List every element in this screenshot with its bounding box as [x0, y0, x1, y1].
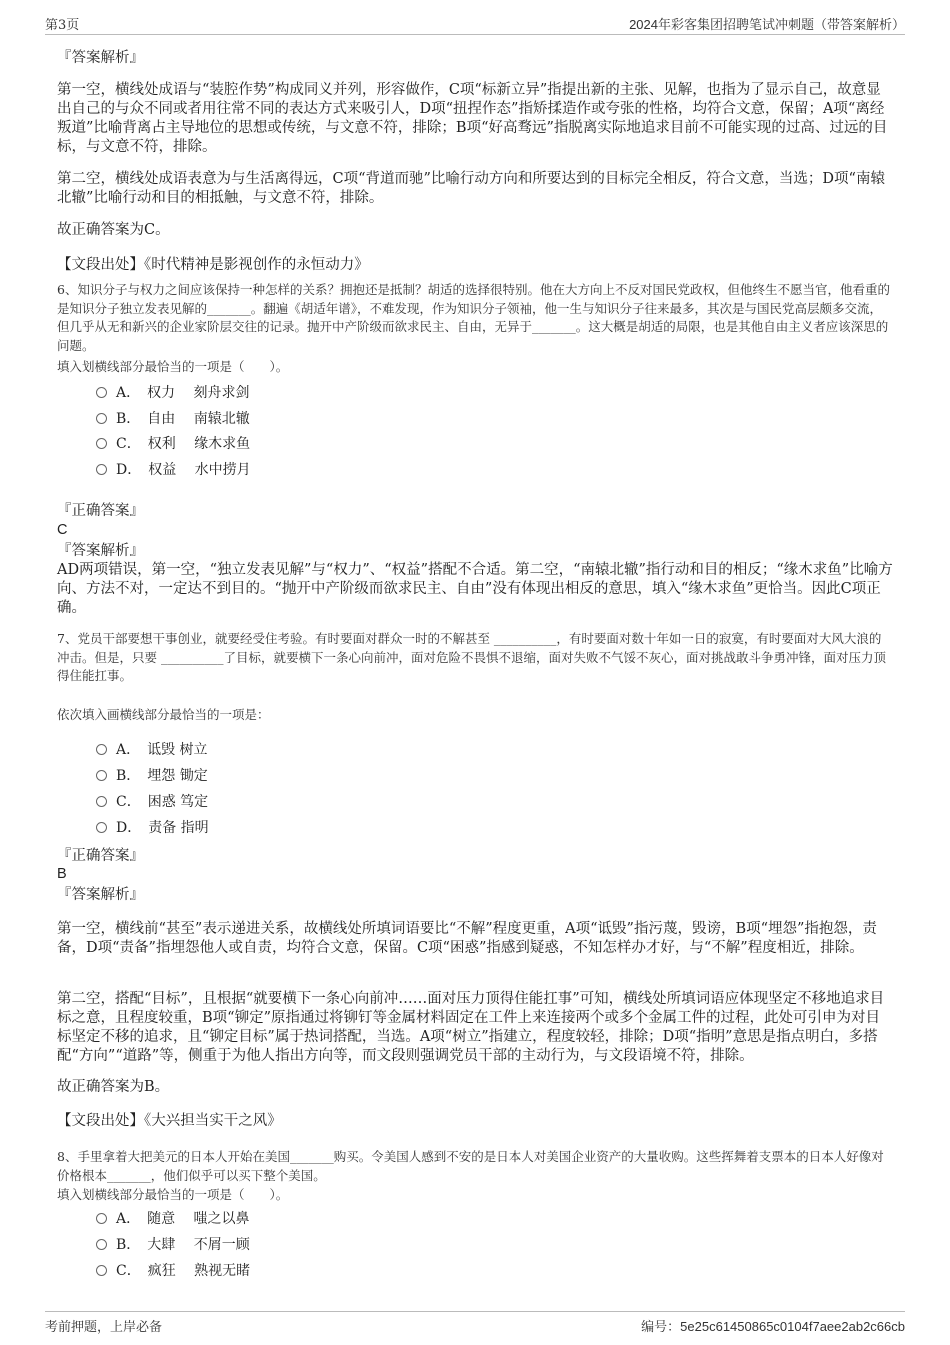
q6-correct-title: 『正确答案』 [57, 503, 144, 519]
q5-conclusion: 故正确答案为C。 [57, 222, 170, 238]
radio-icon[interactable] [96, 1265, 107, 1276]
q5-analysis-para1: 第一空，横线处成语与“装腔作势”构成同义并列，形容做作，C项“标新立异”指提出新的主张、见解，也指为了显示自己，故意显出自己的与众不同或者用往常不同的表达方式来吸引人，D项“扭捏作态”指矫揉造作或夸张的性格，均符合文意，保留；A项“离经叛道”比喻背离占主导地位的思想或传统，与文意不符，排除；B项“好高骛远”指脱离实际地追求目前不可能实现的过高、过远的目标，与文意不符，排除。 [57, 82, 888, 155]
radio-icon[interactable] [96, 438, 107, 449]
q6-option-a[interactable]: A． 权力 刻舟求剑 [96, 383, 250, 403]
q7-analysis-title: 『答案解析』 [57, 887, 144, 903]
q7-source: 【文段出处】《大兴担当实干之风》 [57, 1113, 282, 1129]
q6-analysis: AD两项错误，第一空，“独立发表见解”与“权力”、“权益”搭配不合适。第二空，“南辕北辙”指行动和目的相反；“缘木求鱼”比喻方向、方法不对，一定达不到目的。“抛开中产阶级而欲求民主、自由”没有体现出相反的意思，填入“缘木求鱼”更恰当。因此C项正确。 [57, 562, 893, 616]
q6-option-c[interactable]: C． 权利 缘木求鱼 [96, 434, 250, 454]
q5-analysis-para2: 第二空，横线处成语表意为与生活离得远，C项“背道而驰”比喻行动方向和所要达到的目标完全相反，符合文意，当选；D项“南辕北辙”比喻行动和目的相抵触，与文意不符，排除。 [57, 171, 885, 206]
q8-option-c[interactable]: C． 疯狂 熟视无睹 [96, 1261, 250, 1281]
radio-icon[interactable] [96, 1239, 107, 1250]
page-number: 第3页 [45, 18, 80, 33]
radio-icon[interactable] [96, 413, 107, 424]
radio-icon[interactable] [96, 796, 107, 807]
q7-option-a[interactable]: A． 诋毁 树立 [96, 740, 208, 760]
page-footer [45, 1311, 905, 1334]
q8-option-b[interactable]: B． 大肆 不屑一顾 [96, 1235, 250, 1255]
q6-option-d[interactable]: D． 权益 水中捞月 [96, 460, 251, 480]
document-title: 2024年彩客集团招聘笔试冲刺题（带答案解析） [629, 17, 905, 32]
q7-option-d[interactable]: D． 责备 指明 [96, 818, 209, 838]
q7-analysis-para2: 第二空，搭配“目标”，且根据“就要横下一条心向前冲……面对压力顶得住能扛事”可知，横线处所填词语应体现坚定不移地追求目标之意，且程度较重，B项“铆定”原指通过将铆钉等金属材料固定在工件上来连接两个或多个金属工件的过程，此处可引申为对目标坚定不移的追求，且“铆定目标”属于热词搭配，当选。A项“树立”指建立，程度较轻，排除；D项“指明”意思是指点明白，多搭配“方向”“道路”等，侧重于为他人指出方向等，而文段则强调党员干部的主动行为，与文段语境不符，排除。 [57, 991, 885, 1064]
q7-correct-title: 『正确答案』 [57, 848, 144, 864]
q7-conclusion: 故正确答案为B。 [57, 1079, 170, 1095]
q7-stem: 7、党员干部要想干事创业，就要经受住考验。有时要面对群众一时的不解甚至 __________，有时要面对数十年如一日的寂寞，有时要面对大风大浪的冲击。但是，只要 __________了目标，就要横下一条心向前冲，面对危险不畏惧不退缩，面对失败不气馁不灰心，面对挑战敢斗争勇冲锋，面对压力顶得住能扛事。 [57, 631, 886, 683]
q6-option-b[interactable]: B． 自由 南辕北辙 [96, 409, 250, 429]
document-id: 编号：5e25c61450865c0104f7aee2ab2c66cb [641, 1319, 905, 1334]
radio-icon[interactable] [96, 744, 107, 755]
q8-prompt: 填入划横线部分最恰当的一项是（ ）。 [57, 1187, 289, 1202]
radio-icon[interactable] [96, 464, 107, 475]
q6-prompt: 填入划横线部分最恰当的一项是（ ）。 [57, 359, 289, 374]
q7-option-b[interactable]: B． 埋怨 锄定 [96, 766, 208, 786]
radio-icon[interactable] [96, 1213, 107, 1224]
q6-correct-answer: C [57, 522, 68, 538]
q5-analysis-title: 『答案解析』 [57, 50, 144, 66]
q7-option-c[interactable]: C． 困惑 笃定 [96, 792, 208, 812]
footer-slogan: 考前押题，上岸必备 [45, 1320, 163, 1335]
q7-prompt: 依次填入画横线部分最恰当的一项是： [57, 707, 270, 722]
q5-source: 【文段出处】《时代精神是影视创作的永恒动力》 [57, 257, 369, 273]
q7-analysis-para1: 第一空，横线前“甚至”表示递进关系，故横线处所填词语要比“不解”程度更重，A项“诋毁”指污蔑，毁谤，B项“埋怨”指抱怨，责备，D项“责备”指埋怨他人或自责，均符合文意，保留。C项“困惑”指感到疑惑，不知怎样办才好，与“不解”程度相近，排除。 [57, 921, 877, 956]
page-header [45, 12, 905, 35]
q8-option-a[interactable]: A． 随意 嗤之以鼻 [96, 1209, 250, 1229]
q7-correct-answer: B [57, 866, 67, 882]
radio-icon[interactable] [96, 770, 107, 781]
q6-analysis-title: 『答案解析』 [57, 543, 144, 559]
radio-icon[interactable] [96, 822, 107, 833]
q8-stem: 8、手里拿着大把美元的日本人开始在美国_______购买。令美国人感到不安的是日本人对美国企业资产的大量收购。这些挥舞着支票本的日本人好像对价格根本_______，他们似乎可以买下整个美国。 [57, 1149, 884, 1183]
radio-icon[interactable] [96, 387, 107, 398]
q6-stem: 6、知识分子与权力之间应该保持一种怎样的关系？拥抱还是抵制？胡适的选择很特别。他在大方向上不反对国民党政权，但他终生不愿当官，他看重的是知识分子独立发表见解的_______。翻遍《胡适年谱》，不难发现，作为知识分子领袖，他一生与知识分子往来最多，其次是与国民党高层颇多交流，但几乎从无和新兴的企业家阶层交往的记录。抛开中产阶级而欲求民主、自由，无异于_______。这大概是胡适的局限，也是其他自由主义者应该深思的问题。 [57, 282, 890, 353]
